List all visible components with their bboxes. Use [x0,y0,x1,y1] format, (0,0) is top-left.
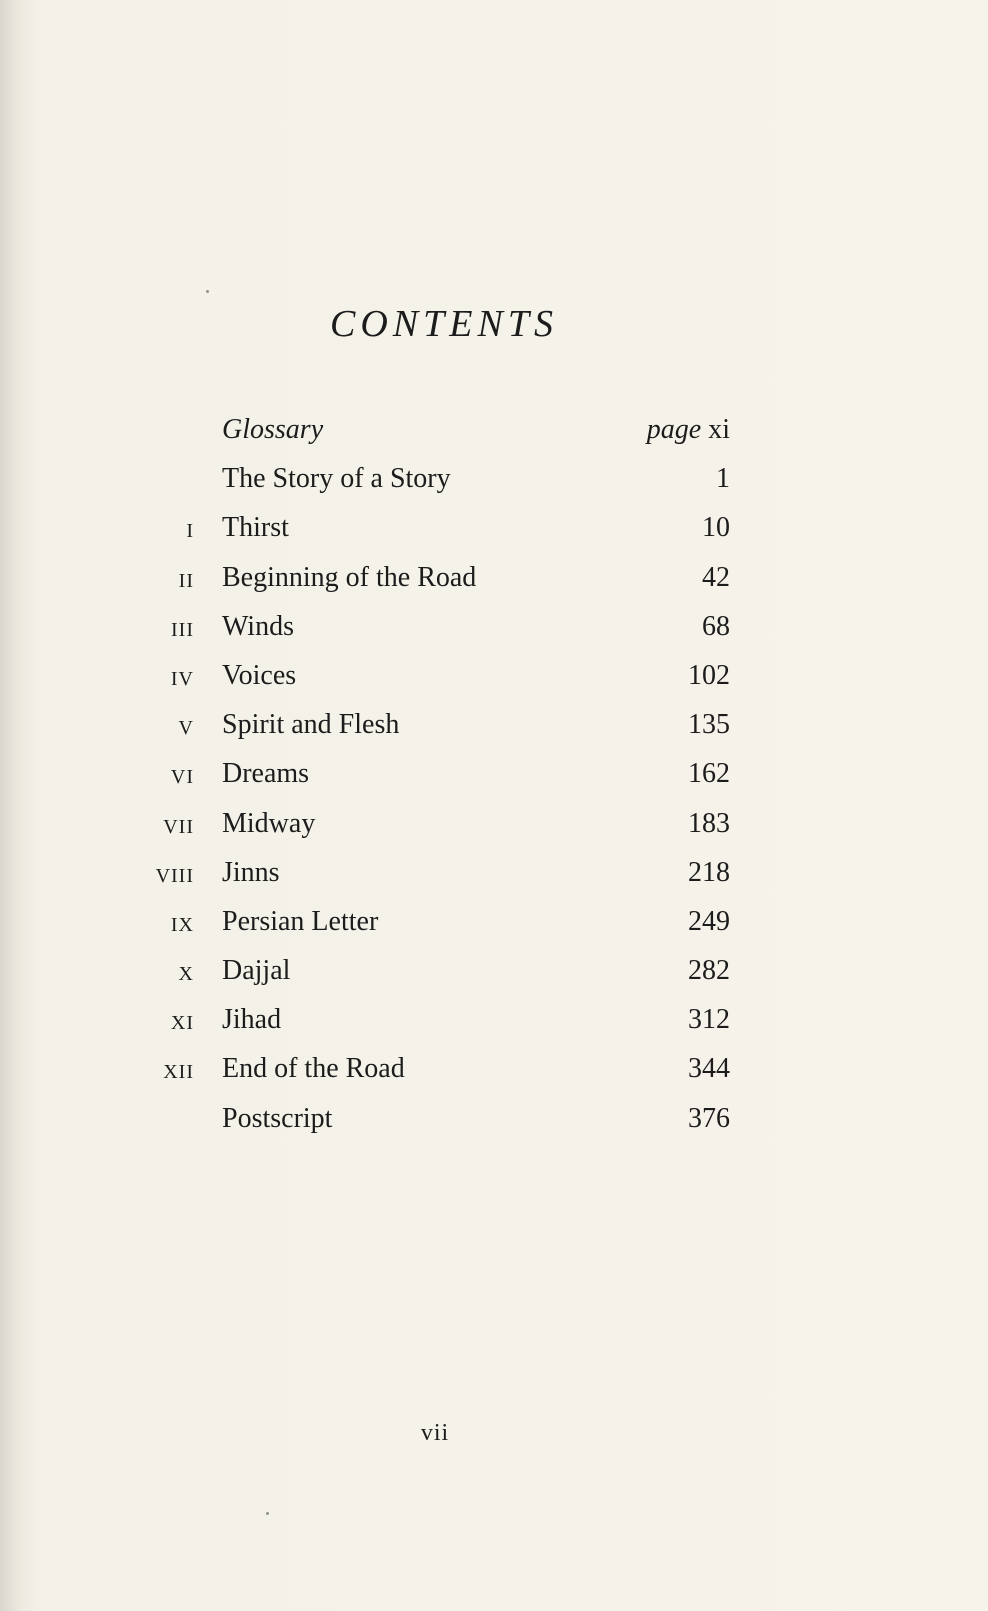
entry-page: 10 [702,512,730,544]
entry-page: 376 [688,1102,730,1134]
entry-title: Midway [222,807,316,839]
entry-page: 183 [688,807,730,839]
entry-page-number: xi [708,414,730,445]
toc-entry-chapter-4 [150,660,750,709]
contents-heading: CONTENTS [330,303,558,345]
toc-entry-chapter-12 [150,1053,750,1102]
entry-title: Jinns [222,856,280,888]
page-label: page [646,414,702,445]
entry-page: 135 [688,709,730,741]
entry-numeral: III [171,618,194,641]
entry-numeral: VII [163,815,194,838]
entry-title: Spirit and Flesh [222,709,400,741]
entry-title: Voices [222,659,297,691]
table-of-contents [150,414,750,1152]
entry-title: Dreams [222,758,310,790]
toc-entry-chapter-1 [150,512,750,561]
entry-numeral: I [186,520,194,543]
entry-page: 162 [688,758,730,790]
toc-entry-story-of-a-story [150,463,750,512]
entry-title: Persian Letter [222,905,379,937]
toc-entry-chapter-9 [150,906,750,955]
entry-title: Thirst [222,512,289,544]
entry-title: Dajjal [222,955,291,987]
entry-page: 102 [688,659,730,691]
entry-numeral: XII [163,1061,194,1084]
entry-numeral: VIII [155,864,194,887]
entry-page: 312 [688,1004,730,1036]
entry-title: Winds [222,610,294,642]
entry-numeral: IX [170,913,194,936]
toc-entry-postscript [150,1103,750,1152]
entry-title: Postscript [222,1102,333,1134]
entry-numeral: V [178,717,194,740]
entry-numeral: X [178,963,194,986]
toc-entry-chapter-6 [150,758,750,807]
entry-page: 42 [702,561,730,593]
toc-entry-chapter-8 [150,857,750,906]
dust-speck [266,1512,269,1515]
toc-entry-glossary [150,414,750,463]
entry-page: 282 [688,955,730,987]
entry-numeral: XI [170,1012,194,1035]
entry-numeral: IV [170,667,194,690]
entry-page: 1 [716,463,730,495]
toc-entry-chapter-10 [150,955,750,1004]
toc-entry-chapter-11 [150,1004,750,1053]
entry-title: The Story of a Story [222,463,451,495]
entry-title: Jihad [222,1004,282,1036]
entry-numeral: II [178,569,194,592]
dust-speck [206,290,209,293]
toc-entry-chapter-3 [150,611,750,660]
toc-entry-chapter-2 [150,562,750,611]
toc-entry-chapter-5 [150,709,750,758]
entry-page: 218 [688,856,730,888]
toc-entry-chapter-7 [150,808,750,857]
entry-title: Beginning of the Road [222,561,477,593]
entry-page [647,414,730,446]
entry-page: 68 [702,610,730,642]
folio-page-number: vii [420,1420,450,1446]
entry-numeral: VI [170,766,194,789]
entry-page: 344 [688,1053,730,1085]
entry-title: Glossary [222,414,324,445]
entry-title: End of the Road [222,1053,405,1085]
entry-page: 249 [688,905,730,937]
